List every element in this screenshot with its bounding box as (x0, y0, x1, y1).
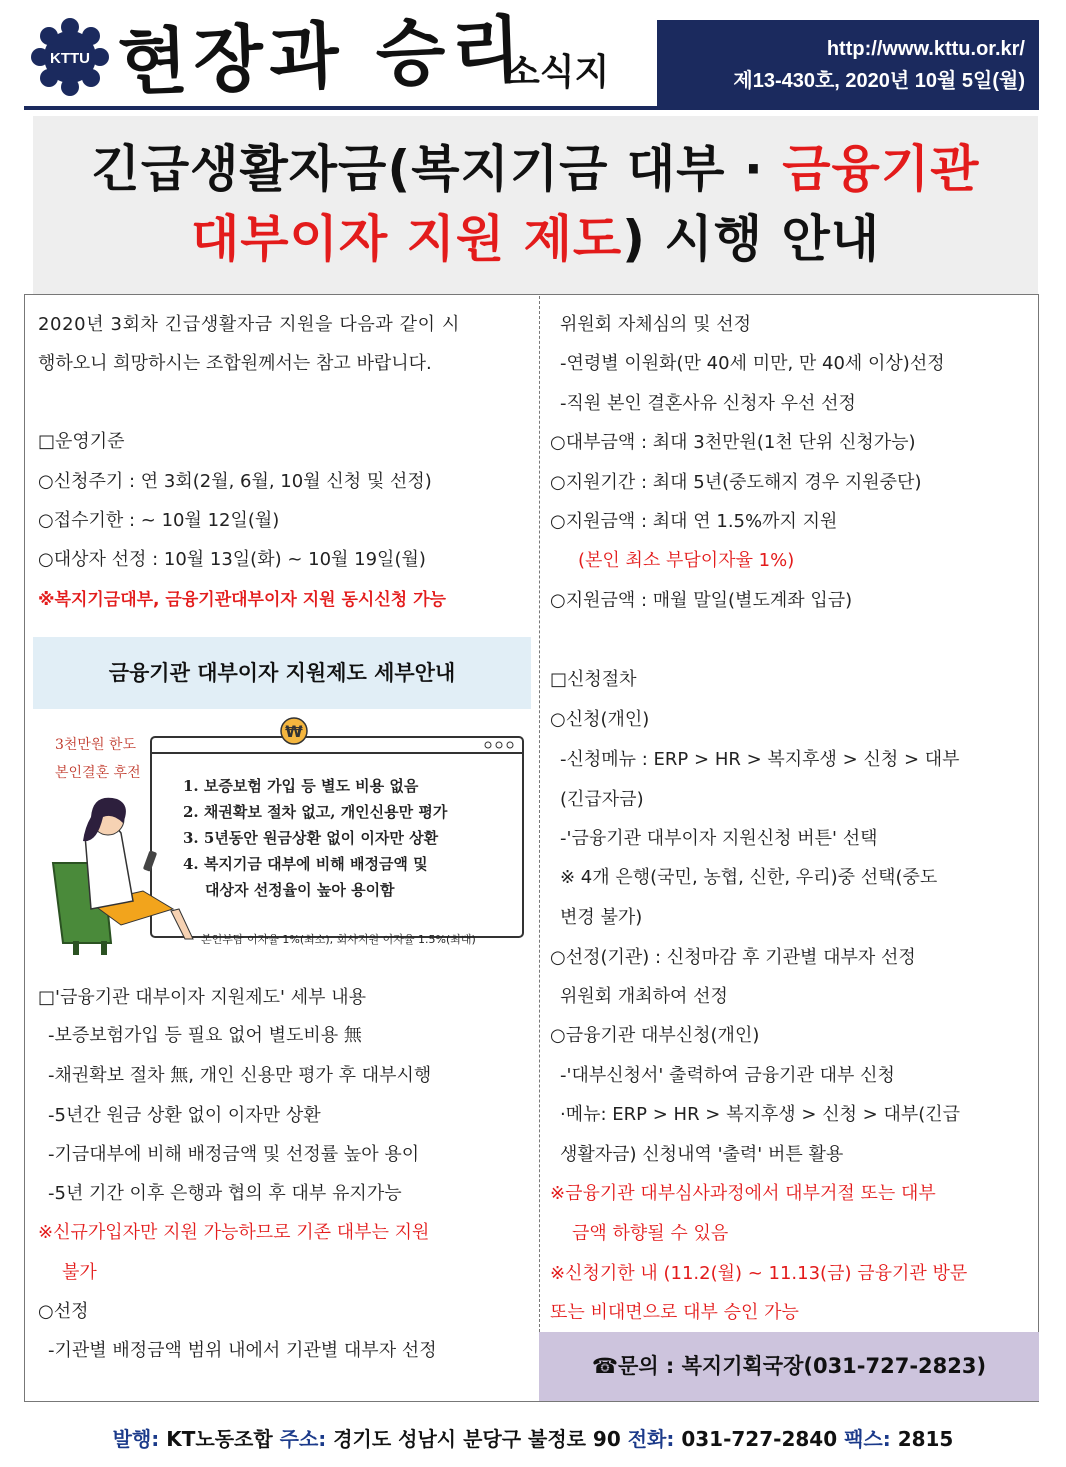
support-amount: ○지원금액 : 최대 연 1.5%까지 지원 (550, 511, 838, 532)
title-line-2 (33, 204, 1038, 274)
criteria-selection: ○대상자 선정 : 10월 13일(화) ~ 10월 19일(월) (38, 549, 426, 570)
illus-item-1: 1. 보증보험 가입 등 별도 비용 없음 (183, 777, 419, 795)
phone-label: 전화: (627, 1427, 675, 1451)
masthead (0, 0, 1066, 112)
interest-caption: 본인부담 이자율 1%(최소), 회사지원 이자율 1.5%(최대) (201, 933, 476, 946)
right-line-3: -직원 본인 결혼사유 신청자 우선 선정 (560, 393, 856, 414)
logo-text: KTTU (50, 50, 90, 67)
procedure-line-2: -신청메뉴 : ERP > HR > 복지후생 > 신청 > 대부 (560, 749, 960, 770)
intro-line-1: 2020년 3회차 긴급생활자금 지원을 다음과 같이 시 (38, 314, 460, 335)
loan-amount: ○대부금액 : 최대 3천만원(1천 단위 신청가능) (550, 432, 916, 453)
procedure-line-10: -'대부신청서' 출력하여 금융기관 대부 신청 (560, 1065, 895, 1086)
note-deadline-1: ※신청기한 내 (11.2(월) ~ 11.13(금) 금융기관 방문 (550, 1263, 968, 1284)
procedure-line-7: ○선정(기관) : 신청마감 후 기관별 대부자 선정 (550, 947, 916, 968)
detail-subhead: 금융기관 대부이자 지원제도 세부안내 (33, 637, 531, 709)
note-new-members-1: ※신규가입자만 지원 가능하므로 기존 대부는 지원 (38, 1222, 430, 1243)
intro-line-2: 행하오니 희망하시는 조합원께서는 참고 바랍니다. (38, 353, 432, 374)
procedure-line-8: 위원회 개최하여 선정 (560, 986, 728, 1007)
website-url[interactable]: http://www.kttu.or.kr/ (826, 38, 1025, 60)
criteria-heading: □운영기준 (38, 431, 125, 452)
title-line-1-black: 긴급생활자금(복지기금 대부 · (91, 140, 783, 198)
loan-illustration (33, 713, 533, 960)
illus-item-4: 4. 복지기금 대부에 비해 배정금액 및 (183, 855, 428, 873)
right-line-1: 위원회 자체심의 및 선정 (560, 314, 752, 335)
publisher-label: 발행: (112, 1427, 160, 1451)
header-rule (24, 106, 1039, 110)
min-interest-note: (본인 최소 부담이자율 1%) (578, 550, 795, 571)
note-rejection-1: ※금융기관 대부심사과정에서 대부거절 또는 대부 (550, 1183, 936, 1204)
detail-heading: □'금융기관 대부이자 지원제도' 세부 내용 (38, 987, 366, 1008)
support-period: ○지원기간 : 최대 5년(중도해지 경우 지원중단) (550, 472, 922, 493)
footer (0, 1424, 1066, 1454)
procedure-line-4: -'금융기관 대부이자 지원신청 버튼' 선택 (560, 828, 878, 849)
criteria-deadline: ○접수기한 : ~ 10월 12일(월) (38, 510, 280, 531)
publisher: KT노동조합 (166, 1427, 273, 1451)
procedure-line-11: ·메뉴: ERP > HR > 복지후생 > 신청 > 대부(긴급 (560, 1104, 961, 1125)
procedure-line-9: ○금융기관 대부신청(개인) (550, 1025, 760, 1046)
fax-label: 팩스: (844, 1427, 891, 1451)
address: 경기도 성남시 분당구 불정로 90 (333, 1427, 621, 1451)
column-divider (539, 296, 540, 1332)
note-new-members-2: 불가 (62, 1262, 97, 1283)
procedure-line-1: ○신청(개인) (550, 709, 650, 730)
illus-item-5: 대상자 선정율이 높아 용이함 (205, 881, 395, 899)
procedure-line-6: 변경 불가) (560, 907, 643, 928)
title-line-2-black: ) 시행 안내 (622, 210, 881, 268)
payment-date: ○지원금액 : 매월 말일(별도계좌 입금) (550, 590, 853, 611)
procedure-heading: □신청절차 (550, 669, 637, 690)
fax: 2815 (897, 1427, 954, 1451)
handwritten-note-2: 본인결혼 후전 (55, 765, 141, 781)
title-line-1 (33, 134, 1038, 204)
phone: 031-727-2840 (681, 1427, 838, 1451)
issue-number-date: 제13-430호, 2020년 10월 5일(월) (733, 70, 1025, 92)
address-label: 주소: (279, 1427, 327, 1451)
criteria-cycle: ○신청주기 : 연 3회(2월, 6월, 10월 신청 및 선정) (38, 471, 432, 492)
detail-line-4: -기금대부에 비해 배정금액 및 선정률 높아 용이 (48, 1144, 420, 1165)
right-line-2: -연령별 이원화(만 40세 미만, 만 40세 이상)선정 (560, 353, 945, 374)
procedure-line-12: 생활자금) 신청내역 '출력' 버튼 활용 (560, 1144, 844, 1165)
masthead-title: 현장과 승리 (116, 5, 529, 106)
detail-line-1: -보증보험가입 등 필요 없어 별도비용 無 (48, 1025, 362, 1046)
illus-item-2: 2. 채권확보 절차 없고, 개인신용만 평가 (183, 803, 448, 821)
procedure-line-5: ※ 4개 은행(국민, 농협, 신한, 우리)중 선택(중도 (560, 867, 938, 888)
won-symbol: ₩ (285, 722, 303, 741)
note-deadline-2: 또는 비대면으로 대부 승인 가능 (550, 1302, 799, 1323)
note-simultaneous: ※복지기금대부, 금융기관대부이자 지원 동시신청 가능 (38, 590, 446, 610)
procedure-line-3: (긴급자금) (560, 789, 644, 810)
detail-line-2: -채권확보 절차 無, 개인 신용만 평가 후 대부시행 (48, 1065, 432, 1086)
handwritten-note-1: 3천만원 한도 (55, 737, 136, 753)
select-line-1: -기관별 배정금액 범위 내에서 기관별 대부자 선정 (48, 1340, 437, 1361)
title-line-2-red: 대부이자 지원 제도 (190, 210, 623, 268)
kttu-logo (31, 18, 109, 96)
contact-box: ☎문의 : 복지기획국장(031-727-2823) (539, 1332, 1039, 1401)
illus-item-3: 3. 5년동안 원금상환 없이 이자만 상환 (183, 829, 439, 847)
issue-info-box (657, 20, 1039, 106)
detail-line-5: -5년 기간 이후 은행과 협의 후 대부 유지가능 (48, 1183, 402, 1204)
detail-line-3: -5년간 원금 상환 없이 이자만 상환 (48, 1105, 321, 1126)
title-banner (33, 116, 1038, 294)
select-heading: ○선정 (38, 1301, 89, 1322)
masthead-subtitle: 소식지 (505, 51, 610, 93)
title-line-1-red: 금융기관 (782, 140, 980, 198)
note-rejection-2: 금액 하향될 수 있음 (572, 1223, 729, 1244)
